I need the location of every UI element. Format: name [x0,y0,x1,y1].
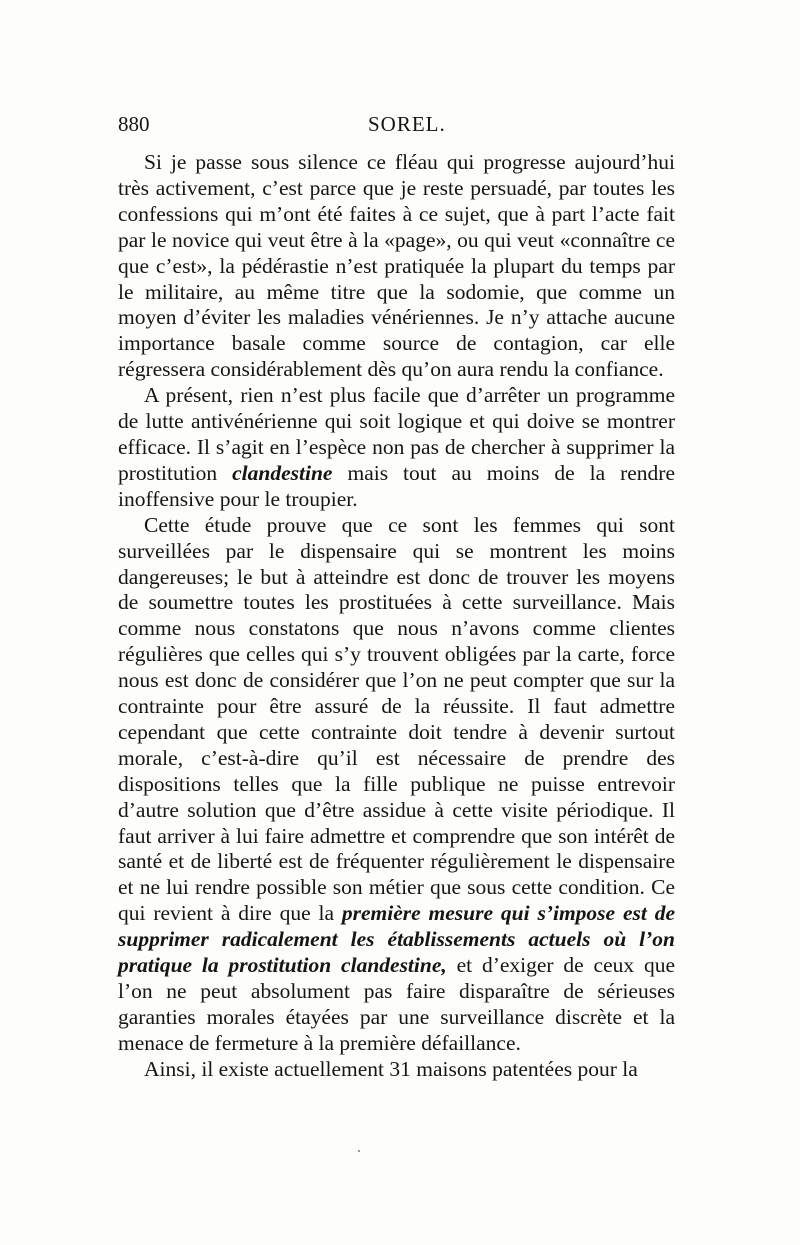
italic-clandestine: clandestine [232,460,333,485]
paragraph-4-text: Ainsi, il existe actuellement 31 maisons patentées pour la [144,1056,638,1081]
paragraph-2-text-start: A présent, rien n’est plus facile que d’arrêter un programme de lutte antivénérienne qui soit logique et qui doive se montrer efficace. Il s’agit en l’espèce non pas de chercher à supprimer la prostitution [118,383,675,485]
paragraph-1-text: Si je passe sous silence ce fléau qui progresse aujourd’hui très activement, c’est parce que je reste persuadé, par toutes les confessions qui m’ont été faites à ce sujet, que à part l’acte fait par le novice qui veut être à la «page», ou qui veut «connaître ce que c’est», la pédérastie n’est pratiquée la plupart du temps par le militaire, au même titre que la sodomie, que comme un moyen d’éviter les maladies vénériennes. Je n’y attache aucune importance basale comme source de contagion, car elle régressera considérablement dès qu’on aura rendu la confiance. [118,150,675,382]
paragraph-2 [118,383,675,513]
page-number: 880 [118,112,150,136]
paragraph-3-text-end: et d’exiger de ceux que l’on ne peut absolument pas faire disparaître de sérieuses garanties morales étayées par une surveillance discrète et la menace de fermeture à la première défaillance. [118,953,675,1055]
paragraph-4 [118,1057,675,1083]
paragraph-3 [118,513,675,1057]
running-head: SOREL. [368,112,446,136]
paragraph-2-text-end: mais tout au moins de la rendre inoffensive pour le troupier. [118,460,675,511]
page-header [118,112,678,142]
page-body [118,150,675,1083]
paragraph-3-text-start: Cette étude prouve que ce sont les femmes qui sont surveillées par le dispensaire qui se montrent les moins dangereuses; le but à atteindre est donc de trouver les moyens de soumettre toutes les prostituées à cette surveillance. Mais comme nous constatons que nous n’avons comme clientes régulières que celles qui s’y trouvent obligées par la carte, force nous est donc de considérer que l’on ne peut compter que sur la contrainte pour être assuré de la réussite. Il faut admettre cependant que cette contrainte doit tendre à devenir surtout morale, c’est-à-dire qu’il est nécessaire de prendre des dispositions telles que la fille publique ne puisse entrevoir d’autre solution que d’être assidue à cette visite périodique. Il faut arriver à lui faire admettre et comprendre que son intérêt de santé et de liberté est de fréquenter régulièrement le dispensaire et ne lui rendre possible son métier que sous cette condition. Ce qui revient à dire que la [118,512,675,926]
stray-mark [358,1150,360,1152]
paragraph-1 [118,150,675,383]
italic-first-measure: première mesure qui s’impose est de supprimer radicalement les établissements actuels où l’on pratique la prostitution clandestine, [118,901,675,978]
